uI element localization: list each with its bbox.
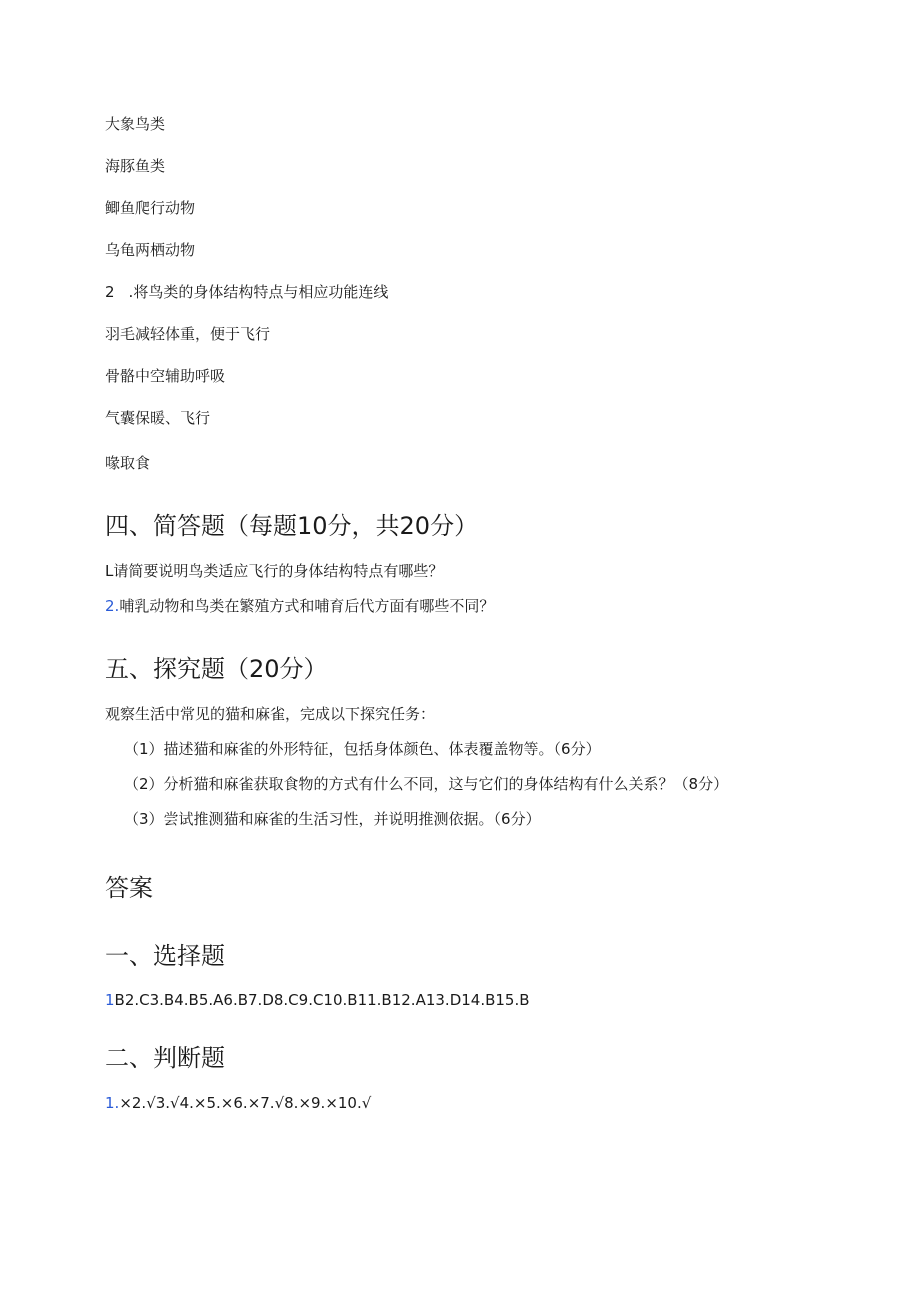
section-4-question-2: [105, 599, 494, 614]
match-item: 气囊保暖、飞行: [105, 409, 211, 427]
task-label: （2）: [124, 775, 164, 793]
match-item: 骨骼中空辅助呼吸: [105, 367, 226, 385]
section-5-intro: 观察生活中常见的猫和麻雀，完成以下探究任务：: [105, 705, 436, 723]
section-5-title: 五、探究题（20分）: [105, 655, 328, 683]
matching-item: 鲫鱼爬行动物: [105, 199, 196, 217]
task-item: [124, 777, 728, 792]
match-item: 羽毛减轻体重，便于飞行: [105, 325, 271, 343]
task-label: （1）: [124, 740, 164, 758]
task-label: （3）: [124, 810, 164, 828]
section-4-question-1: L请简要说明鸟类适应飞行的身体结构特点有哪些？: [105, 562, 444, 580]
answers-title: 答案: [105, 874, 153, 902]
question-text: 哺乳动物和鸟类在繁殖方式和哺育后代方面有哪些不同？: [119, 597, 495, 615]
task-text: 描述猫和麻雀的外形特征，包括身体颜色、体表覆盖物等。（6分）: [163, 740, 601, 758]
question-2: [105, 285, 388, 300]
question-number: 2.: [105, 597, 120, 615]
section-4-title: 四、简答题（每题10分，共20分）: [105, 512, 479, 540]
matching-item: 大象鸟类: [105, 115, 166, 133]
task-item: [124, 742, 601, 757]
task-item: [124, 812, 541, 827]
match-item: 喙取食: [105, 454, 151, 472]
task-text: 尝试推测猫和麻雀的生活习性，并说明推测依据。（6分）: [163, 810, 541, 828]
answer-number: 1: [105, 991, 115, 1009]
answer-text: ×2.√3.√4.×5.×6.×7.√8.×9.×10.√: [119, 1094, 372, 1112]
answers-section-2-content: [105, 1096, 371, 1111]
question-text: .将鸟类的身体结构特点与相应功能连线: [128, 283, 389, 301]
answer-number: 1.: [105, 1094, 120, 1112]
answers-section-1-content: [105, 993, 530, 1008]
answers-section-1-title: 一、选择题: [105, 942, 225, 970]
matching-item: 乌龟两栖动物: [105, 241, 196, 259]
answers-section-2-title: 二、判断题: [105, 1044, 225, 1072]
answer-text: B2.C3.B4.B5.A6.B7.D8.C9.C10.B11.B12.A13.D14.B15.B: [114, 991, 530, 1009]
task-text: 分析猫和麻雀获取食物的方式有什么不同，这与它们的身体结构有什么关系？（8分）: [163, 775, 729, 793]
matching-item: 海豚鱼类: [105, 157, 166, 175]
question-number: 2: [105, 283, 115, 301]
